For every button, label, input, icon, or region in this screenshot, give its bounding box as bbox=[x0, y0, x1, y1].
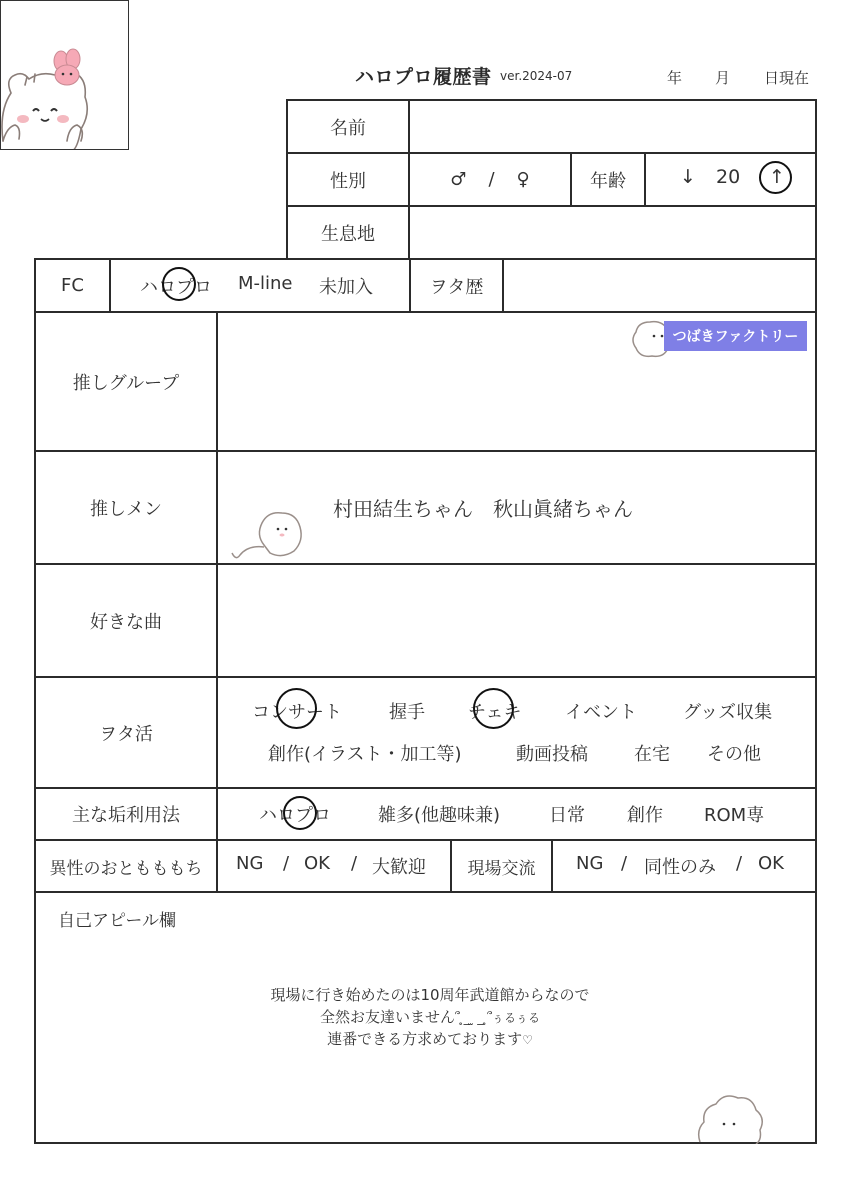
favorite-song-label: 好きな曲 bbox=[90, 611, 162, 633]
opposite-sex-ng[interactable]: NG bbox=[236, 853, 264, 874]
fc-option-hello-project[interactable]: ハロプロ bbox=[140, 277, 212, 298]
venue-exchange-sep-1: / bbox=[621, 853, 628, 874]
female-symbol[interactable]: ♀ bbox=[516, 169, 530, 190]
day-as-of-label: 日現在 bbox=[764, 69, 810, 87]
self-appeal-label: 自己アピール欄 bbox=[58, 911, 176, 931]
wota-history-field[interactable] bbox=[502, 258, 817, 313]
oshi-member-value: 村田結生ちゃん 秋山眞緒ちゃん bbox=[333, 497, 633, 521]
activity-handshake[interactable]: 握手 bbox=[389, 702, 425, 723]
name-field[interactable] bbox=[408, 99, 817, 154]
age-up-arrow[interactable]: ↑ bbox=[769, 166, 785, 188]
usage-selected-circle bbox=[283, 796, 317, 830]
wota-activity-label: ヲタ活 bbox=[99, 723, 153, 745]
age-value: 20 bbox=[716, 166, 741, 188]
fc-selected-circle bbox=[162, 267, 196, 301]
opposite-sex-sep-2: / bbox=[351, 853, 358, 874]
account-usage-label-cell bbox=[34, 787, 218, 841]
opposite-sex-label-cell bbox=[34, 839, 218, 893]
activity-event[interactable]: イベント bbox=[565, 702, 637, 723]
favorite-song-label-cell bbox=[34, 563, 218, 678]
fc-label: FC bbox=[61, 275, 84, 296]
appeal-line-3 bbox=[160, 1028, 700, 1049]
appeal-line-2 bbox=[160, 1006, 700, 1027]
activity-concert-circle bbox=[276, 688, 317, 729]
version-label: ver.2024-07 bbox=[500, 69, 573, 83]
crying-emoticon: ՞ ̥_ ̫ _ ̥՞ぅるぅる bbox=[455, 1011, 540, 1025]
gender-separator: / bbox=[488, 169, 495, 190]
gender-label-cell bbox=[286, 152, 410, 207]
fc-option-m-line[interactable]: M-line bbox=[238, 273, 293, 294]
heart-icon: ♡ bbox=[522, 1033, 533, 1047]
fluffy-sheep-sticker-icon bbox=[694, 1086, 766, 1144]
age-label-cell bbox=[570, 152, 646, 207]
opposite-sex-label: 異性のおともももち bbox=[49, 858, 203, 879]
gender-label: 性別 bbox=[330, 170, 366, 192]
account-usage-label: 主な垢利用法 bbox=[72, 805, 180, 826]
male-symbol[interactable]: ♂ bbox=[450, 169, 467, 190]
favorite-song-field[interactable] bbox=[216, 563, 817, 678]
venue-exchange-ok[interactable]: OK bbox=[758, 853, 784, 874]
usage-daily[interactable]: 日常 bbox=[549, 805, 585, 826]
age-label: 年齢 bbox=[590, 170, 626, 192]
venue-exchange-sep-2: / bbox=[736, 853, 743, 874]
opposite-sex-sep-1: / bbox=[283, 853, 290, 874]
activity-cheki[interactable]: チェキ bbox=[468, 702, 522, 723]
year-label: 年 bbox=[667, 69, 683, 87]
appeal-line-3-text: 連番できる方求めております bbox=[327, 1030, 523, 1048]
habitat-label: 生息地 bbox=[321, 223, 375, 245]
oshi-group-tag: つばきファクトリー bbox=[664, 321, 807, 351]
venue-exchange-same-sex[interactable]: 同性のみ bbox=[644, 857, 716, 878]
venue-exchange-label: 現場交流 bbox=[467, 858, 536, 879]
oshi-member-label: 推しメン bbox=[90, 498, 162, 520]
oshi-member-label-cell bbox=[34, 450, 218, 565]
usage-misc[interactable]: 雑多(他趣味兼) bbox=[378, 805, 501, 826]
activity-home[interactable]: 在宅 bbox=[634, 744, 670, 765]
usage-rom-only[interactable]: ROM専 bbox=[704, 805, 765, 826]
age-down-arrow[interactable]: ↓ bbox=[680, 166, 696, 188]
habitat-label-cell bbox=[286, 205, 410, 260]
appeal-line-2-text: 全然お友達いません bbox=[319, 1008, 455, 1026]
photo-frame bbox=[0, 0, 129, 150]
sheet-title: ハロプロ履歴書 bbox=[355, 66, 492, 88]
oshi-group-label-cell bbox=[34, 311, 218, 452]
fluffy-puppy-sticker-icon bbox=[228, 505, 308, 565]
age-up-circle bbox=[759, 161, 792, 194]
gender-options[interactable] bbox=[408, 152, 572, 207]
name-label: 名前 bbox=[330, 117, 366, 139]
wota-history-label-cell bbox=[409, 258, 504, 313]
activity-other[interactable]: その他 bbox=[707, 744, 761, 765]
activity-concert[interactable]: コンサート bbox=[252, 702, 342, 723]
cat-sticker-icon bbox=[1, 1, 129, 150]
month-label: 月 bbox=[715, 69, 731, 87]
fc-label-cell bbox=[34, 258, 111, 313]
appeal-line-1: 現場に行き始めたのは10周年武道館からなので bbox=[270, 986, 590, 1004]
activity-goods[interactable]: グッズ収集 bbox=[683, 702, 773, 723]
activity-creation[interactable]: 創作(イラスト・加工等) bbox=[268, 744, 462, 765]
fc-option-not-joined[interactable]: 未加入 bbox=[319, 277, 373, 298]
opposite-sex-welcome[interactable]: 大歓迎 bbox=[372, 857, 426, 878]
activity-video[interactable]: 動画投稿 bbox=[516, 744, 588, 765]
usage-hello-project[interactable]: ハロプロ bbox=[259, 805, 331, 826]
usage-creation[interactable]: 創作 bbox=[627, 805, 663, 826]
activity-cheki-circle bbox=[473, 688, 514, 729]
opposite-sex-ok[interactable]: OK bbox=[304, 853, 330, 874]
wota-history-label: ヲタ歴 bbox=[429, 276, 484, 298]
name-label-cell bbox=[286, 99, 410, 154]
venue-exchange-label-cell bbox=[450, 839, 553, 893]
oshi-group-label: 推しグループ bbox=[72, 372, 180, 394]
wota-activity-label-cell bbox=[34, 676, 218, 789]
venue-exchange-ng[interactable]: NG bbox=[576, 853, 604, 874]
habitat-field[interactable] bbox=[408, 205, 817, 260]
